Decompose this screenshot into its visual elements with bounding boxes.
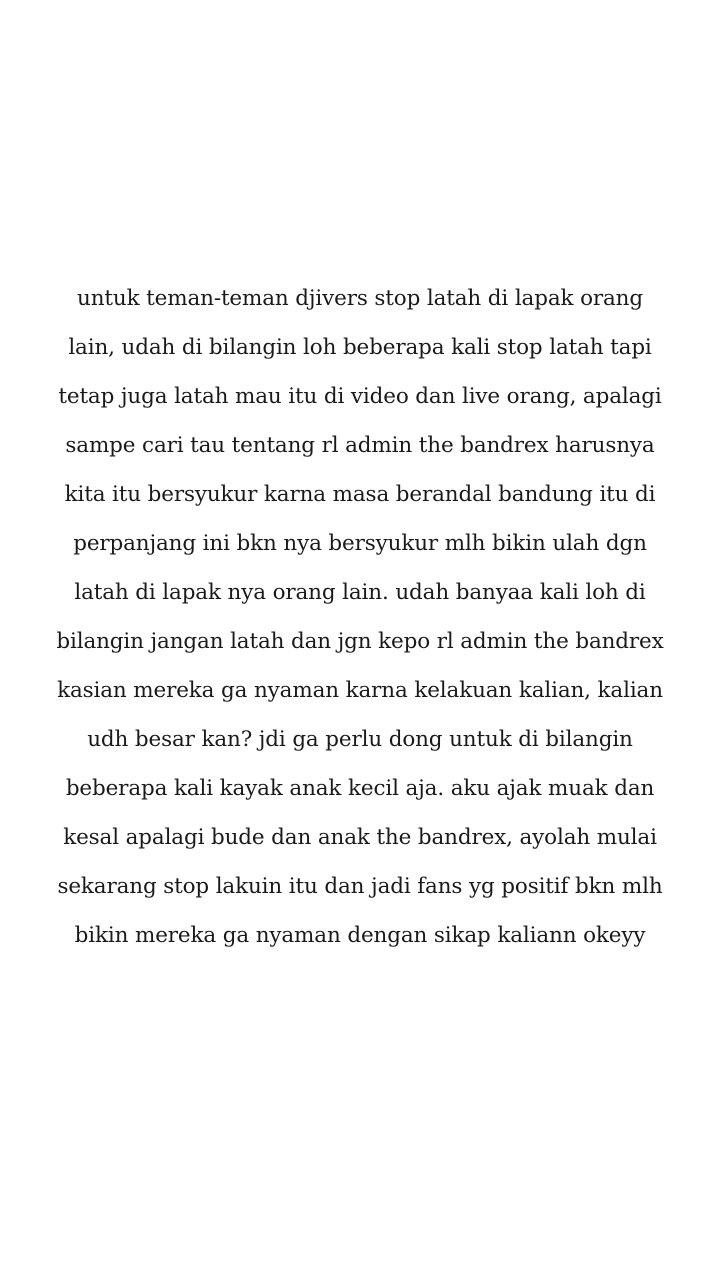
note-line-10: udh besar kan? jdi ga perlu dong untuk di bilangin [87,727,633,752]
text-note [30,274,690,960]
note-line-3: tetap juga latah mau itu di video dan live orang, apalagi [58,384,662,409]
note-line-8: bilangin jangan latah dan jgn kepo rl admin the bandrex [56,629,664,654]
note-line-9: kasian mereka ga nyaman karna kelakuan kalian, kalian [57,678,663,703]
note-line-14: bikin mereka ga nyaman dengan sikap kaliann okeyy [74,923,646,948]
note-line-12: kesal apalagi bude dan anak the bandrex, ayolah mulai [63,825,657,850]
note-line-13: sekarang stop lakuin itu dan jadi fans yg positif bkn mlh [57,874,663,899]
note-line-6: perpanjang ini bkn nya bersyukur mlh bikin ulah dgn [73,531,647,556]
note-line-5: kita itu bersyukur karna masa berandal bandung itu di [64,482,656,507]
note-line-11: beberapa kali kayak anak kecil aja. aku ajak muak dan [65,776,655,801]
note-line-2: lain, udah di bilangin loh beberapa kali stop latah tapi [68,335,652,360]
note-line-4: sampe cari tau tentang rl admin the bandrex harusnya [65,433,655,458]
note-line-7: latah di lapak nya orang lain. udah banyaa kali loh di [74,580,646,605]
note-line-1: untuk teman-teman djivers stop latah di lapak orang [77,286,643,311]
